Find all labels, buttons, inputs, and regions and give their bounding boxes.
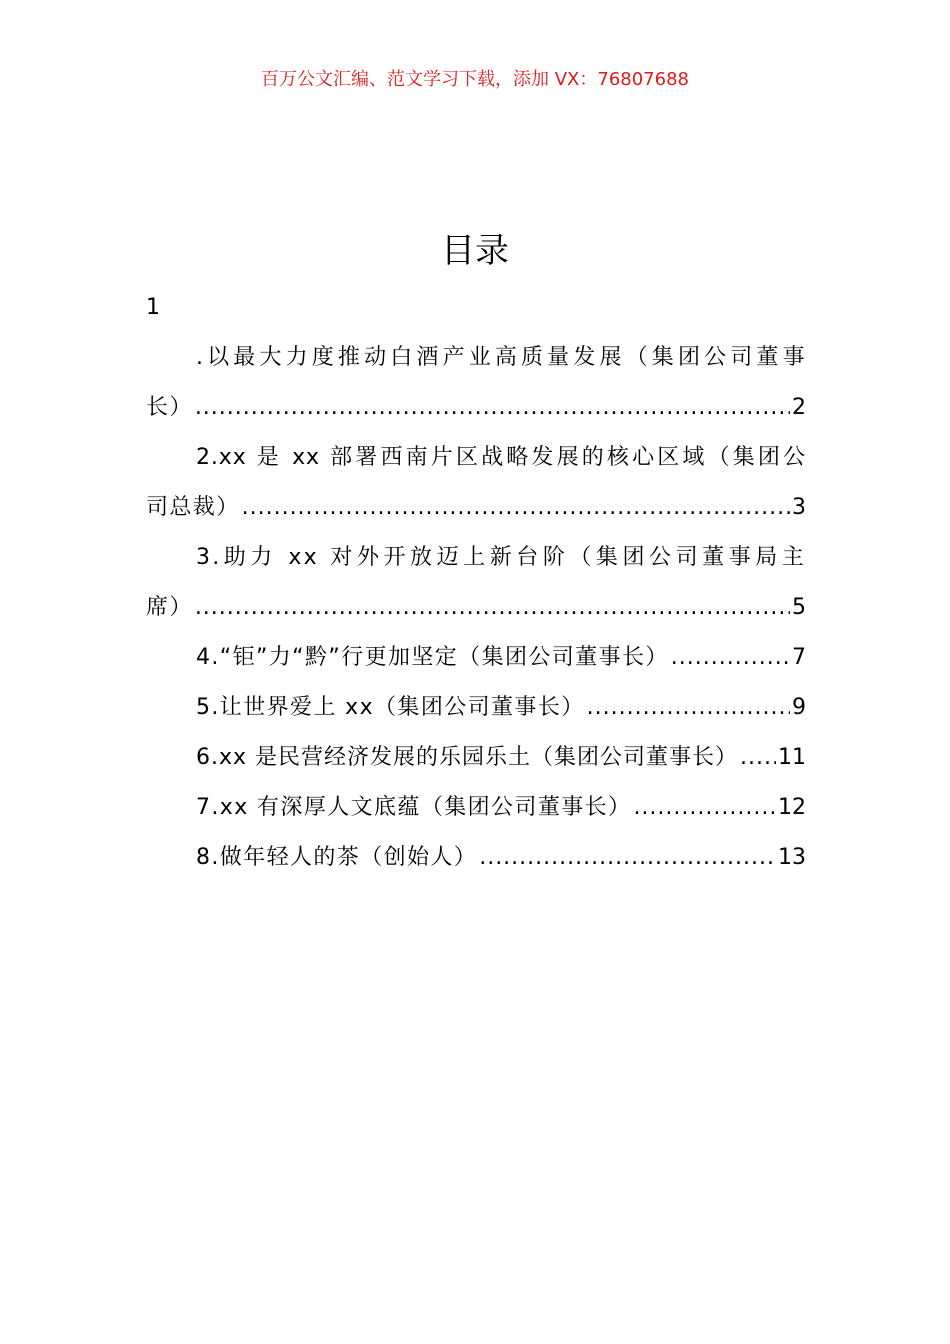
toc-entry-1-line2-row (146, 383, 806, 433)
toc-entry-3[interactable] (146, 533, 806, 633)
dot-leader (195, 583, 790, 633)
toc-list (146, 283, 806, 883)
toc-entry-5-page: 9 (792, 695, 806, 720)
toc-entry-6-page: 11 (778, 745, 806, 770)
toc-entry-7-text: 7.xx 有深厚人文底蕴（集团公司董事长） (196, 795, 632, 820)
toc-entry-8-text: 8.做年轻人的茶（创始人） (196, 845, 478, 870)
toc-entry-4-text: 4.“钜”力“黔”行更加坚定（集团公司董事长） (196, 645, 669, 670)
toc-entry-2-line2: 司总裁） (146, 495, 240, 520)
dot-leader (587, 683, 790, 733)
stray-number: 1 (146, 295, 160, 320)
toc-entry-1-line1: .以最大力度推动白酒产业高质量发展（集团公司董事 (196, 345, 806, 370)
toc-entry-2-page: 3 (792, 495, 806, 520)
toc-entry-7-page: 12 (778, 795, 806, 820)
toc-entry-3-line2-row (146, 583, 806, 633)
dot-leader (740, 733, 776, 783)
toc-entry-7[interactable] (146, 783, 806, 833)
toc-entry-5[interactable] (146, 683, 806, 733)
toc-entry-4[interactable] (146, 633, 806, 683)
toc-entry-5-text: 5.让世界爱上 xx（集团公司董事长） (196, 695, 585, 720)
dot-leader (195, 383, 790, 433)
toc-entry-6-text: 6.xx 是民营经济发展的乐园乐土（集团公司董事长） (196, 745, 739, 770)
header-note: 百万公文汇编、范文学习下载，添加 VX：76807688 (261, 69, 689, 90)
toc-entry-4-page: 7 (792, 645, 806, 670)
toc-entry-8[interactable] (146, 833, 806, 883)
toc-entry-1-line2: 长） (146, 395, 193, 420)
dot-leader (242, 483, 790, 533)
dot-leader (633, 783, 776, 833)
toc-entry-6[interactable] (146, 733, 806, 783)
toc-entry-3-page: 5 (792, 595, 806, 620)
toc-entry-1-page: 2 (792, 395, 806, 420)
dot-leader (479, 833, 776, 883)
toc-title: 目录 (441, 231, 509, 271)
toc-entry-1[interactable] (146, 333, 806, 433)
toc-entry-2-line1: 2.xx 是 xx 部署西南片区战略发展的核心区域（集团公 (196, 445, 806, 470)
toc-entry-3-line2: 席） (146, 595, 193, 620)
toc-entry-2-line2-row (146, 483, 806, 533)
dot-leader (671, 633, 790, 683)
toc-entry-3-line1: 3.助力 xx 对外开放迈上新台阶（集团公司董事局主 (196, 545, 806, 570)
toc-entry-8-page: 13 (778, 845, 806, 870)
toc-entry-2[interactable] (146, 433, 806, 533)
